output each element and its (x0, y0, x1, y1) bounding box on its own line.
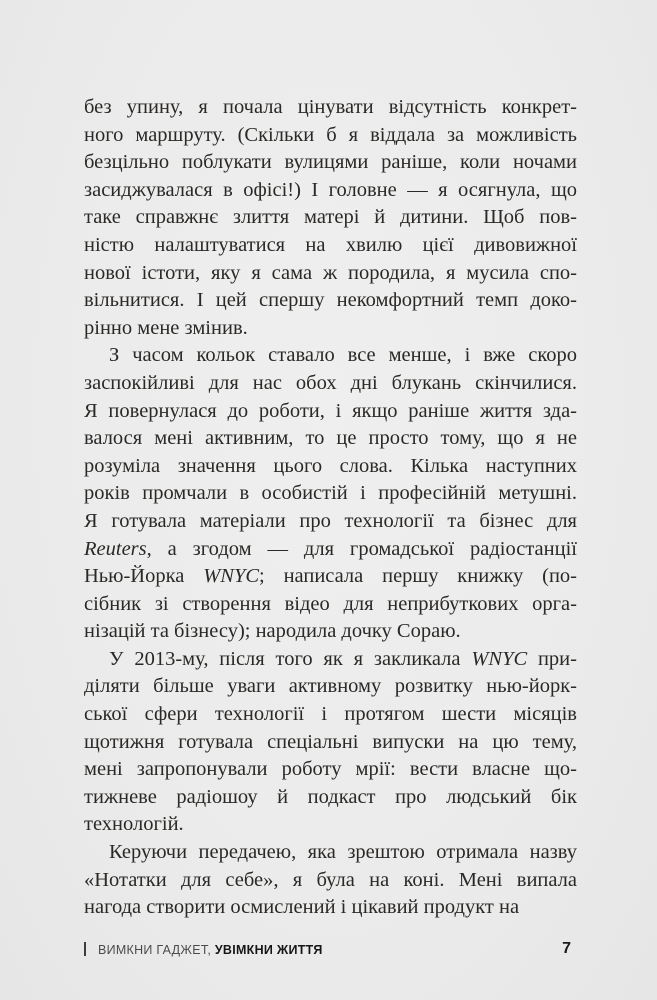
text-line (84, 425, 577, 453)
paragraph (84, 646, 577, 839)
text-line (84, 204, 577, 232)
text-segment: Нью-Йорка (84, 565, 204, 588)
paragraph (84, 839, 577, 922)
text-line (84, 508, 577, 536)
text-line (84, 591, 577, 619)
text-segment: , а згодом — для громадської радіостанції (146, 537, 577, 560)
text-segment: при- (527, 647, 577, 670)
text-line (84, 342, 577, 370)
italic-text-segment: Reuters (84, 537, 147, 560)
text-segment: заспокійливі для нас обох дні блукань скінчилися. (84, 371, 577, 394)
text-line (84, 370, 577, 398)
text-segment: розуміла значення цього слова. Кілька наступних (84, 454, 577, 477)
text-segment: нової істоти, яку я сама ж породила, я мусила спо- (84, 261, 577, 284)
text-line (84, 839, 577, 867)
text-line (84, 784, 577, 812)
text-line (84, 260, 577, 288)
text-line (84, 94, 577, 122)
footer-separator-bar (84, 942, 86, 956)
text-line (84, 563, 577, 591)
text-segment: таке справжнє злиття матері й дитини. Щоб пов- (84, 206, 577, 229)
text-line (84, 480, 577, 508)
text-line (84, 894, 577, 922)
text-segment: Я готувала матеріали про технології та бізнес для (84, 509, 577, 532)
running-title-bold: УВІМКНИ ЖИТТЯ (214, 941, 323, 957)
text-segment: рінно мене змінив. (84, 316, 248, 339)
text-segment: мені запропонували роботу мрії: вести власне що- (84, 758, 577, 781)
running-title-regular: ВИМКНИ ГАДЖЕТ, (98, 941, 215, 957)
text-segment: вільнитися. І цей спершу некомфортний темп доко- (84, 289, 577, 312)
text-segment: У 2013-му, після того як я закликала (109, 647, 472, 670)
text-segment: засиджувалася в офісі!) І головне — я осягнула, що (84, 178, 577, 201)
text-segment: Керуючи передачею, яка зрештою отримала назву (109, 841, 577, 864)
running-title (98, 942, 323, 957)
text-segment: нагода створити осмислений і цікавий продукт на (84, 896, 520, 919)
page-number: 7 (562, 940, 571, 957)
text-segment: років промчали в особистій і професійній метушні. (84, 482, 577, 505)
text-segment: тижневе радіошоу й подкаст про людський бік (84, 785, 577, 808)
text-line (84, 315, 577, 343)
italic-text-segment: WNYC (471, 647, 528, 670)
text-line (84, 232, 577, 260)
text-segment: сібник зі створення відео для неприбуткових орга- (84, 592, 577, 615)
text-line (84, 673, 577, 701)
text-line (84, 729, 577, 757)
text-segment: ного маршруту. (Скільки б я віддала за можливість (84, 123, 577, 146)
paragraph (84, 342, 577, 646)
text-segment: без упину, я почала цінувати відсутність конкрет- (84, 96, 577, 118)
text-segment: нізацій та бізнесу); народила дочку Сораю. (84, 620, 461, 643)
text-segment: ністю налаштуватися на хвилю цієї дивовижної (84, 233, 577, 256)
text-line (84, 756, 577, 784)
text-line (84, 867, 577, 895)
text-segment: ; написала першу книжку (по- (259, 565, 578, 588)
text-segment: «Нотатки для себе», я була на коні. Мені випала (84, 868, 577, 891)
text-segment: З часом кольок ставало все менше, і вже скоро (109, 344, 577, 367)
text-segment: діляти більше уваги активному розвитку нью-йорк- (84, 675, 577, 698)
text-line (84, 646, 577, 674)
page-footer (84, 938, 577, 960)
italic-text-segment: WNYC (203, 565, 260, 588)
text-segment: технологій. (84, 813, 184, 836)
text-segment: щотижня готувала спеціальні випуски на цю тему, (84, 730, 577, 753)
text-line (84, 701, 577, 729)
body-text (84, 94, 577, 922)
paragraph (84, 94, 577, 342)
text-line (84, 398, 577, 426)
text-line (84, 811, 577, 839)
text-line (84, 177, 577, 205)
text-line (84, 149, 577, 177)
text-line (84, 618, 577, 646)
text-line (84, 536, 577, 564)
text-segment: безцільно поблукати вулицями раніше, коли ночами (84, 151, 577, 174)
text-line (84, 287, 577, 315)
text-segment: валося мені активним, то це просто тому, що я не (84, 427, 577, 450)
text-line (84, 453, 577, 481)
text-segment: ської сфери технології і протягом шести місяців (84, 703, 577, 726)
text-segment: Я повернулася до роботи, і якщо раніше життя зда- (84, 399, 577, 422)
text-line (84, 122, 577, 150)
